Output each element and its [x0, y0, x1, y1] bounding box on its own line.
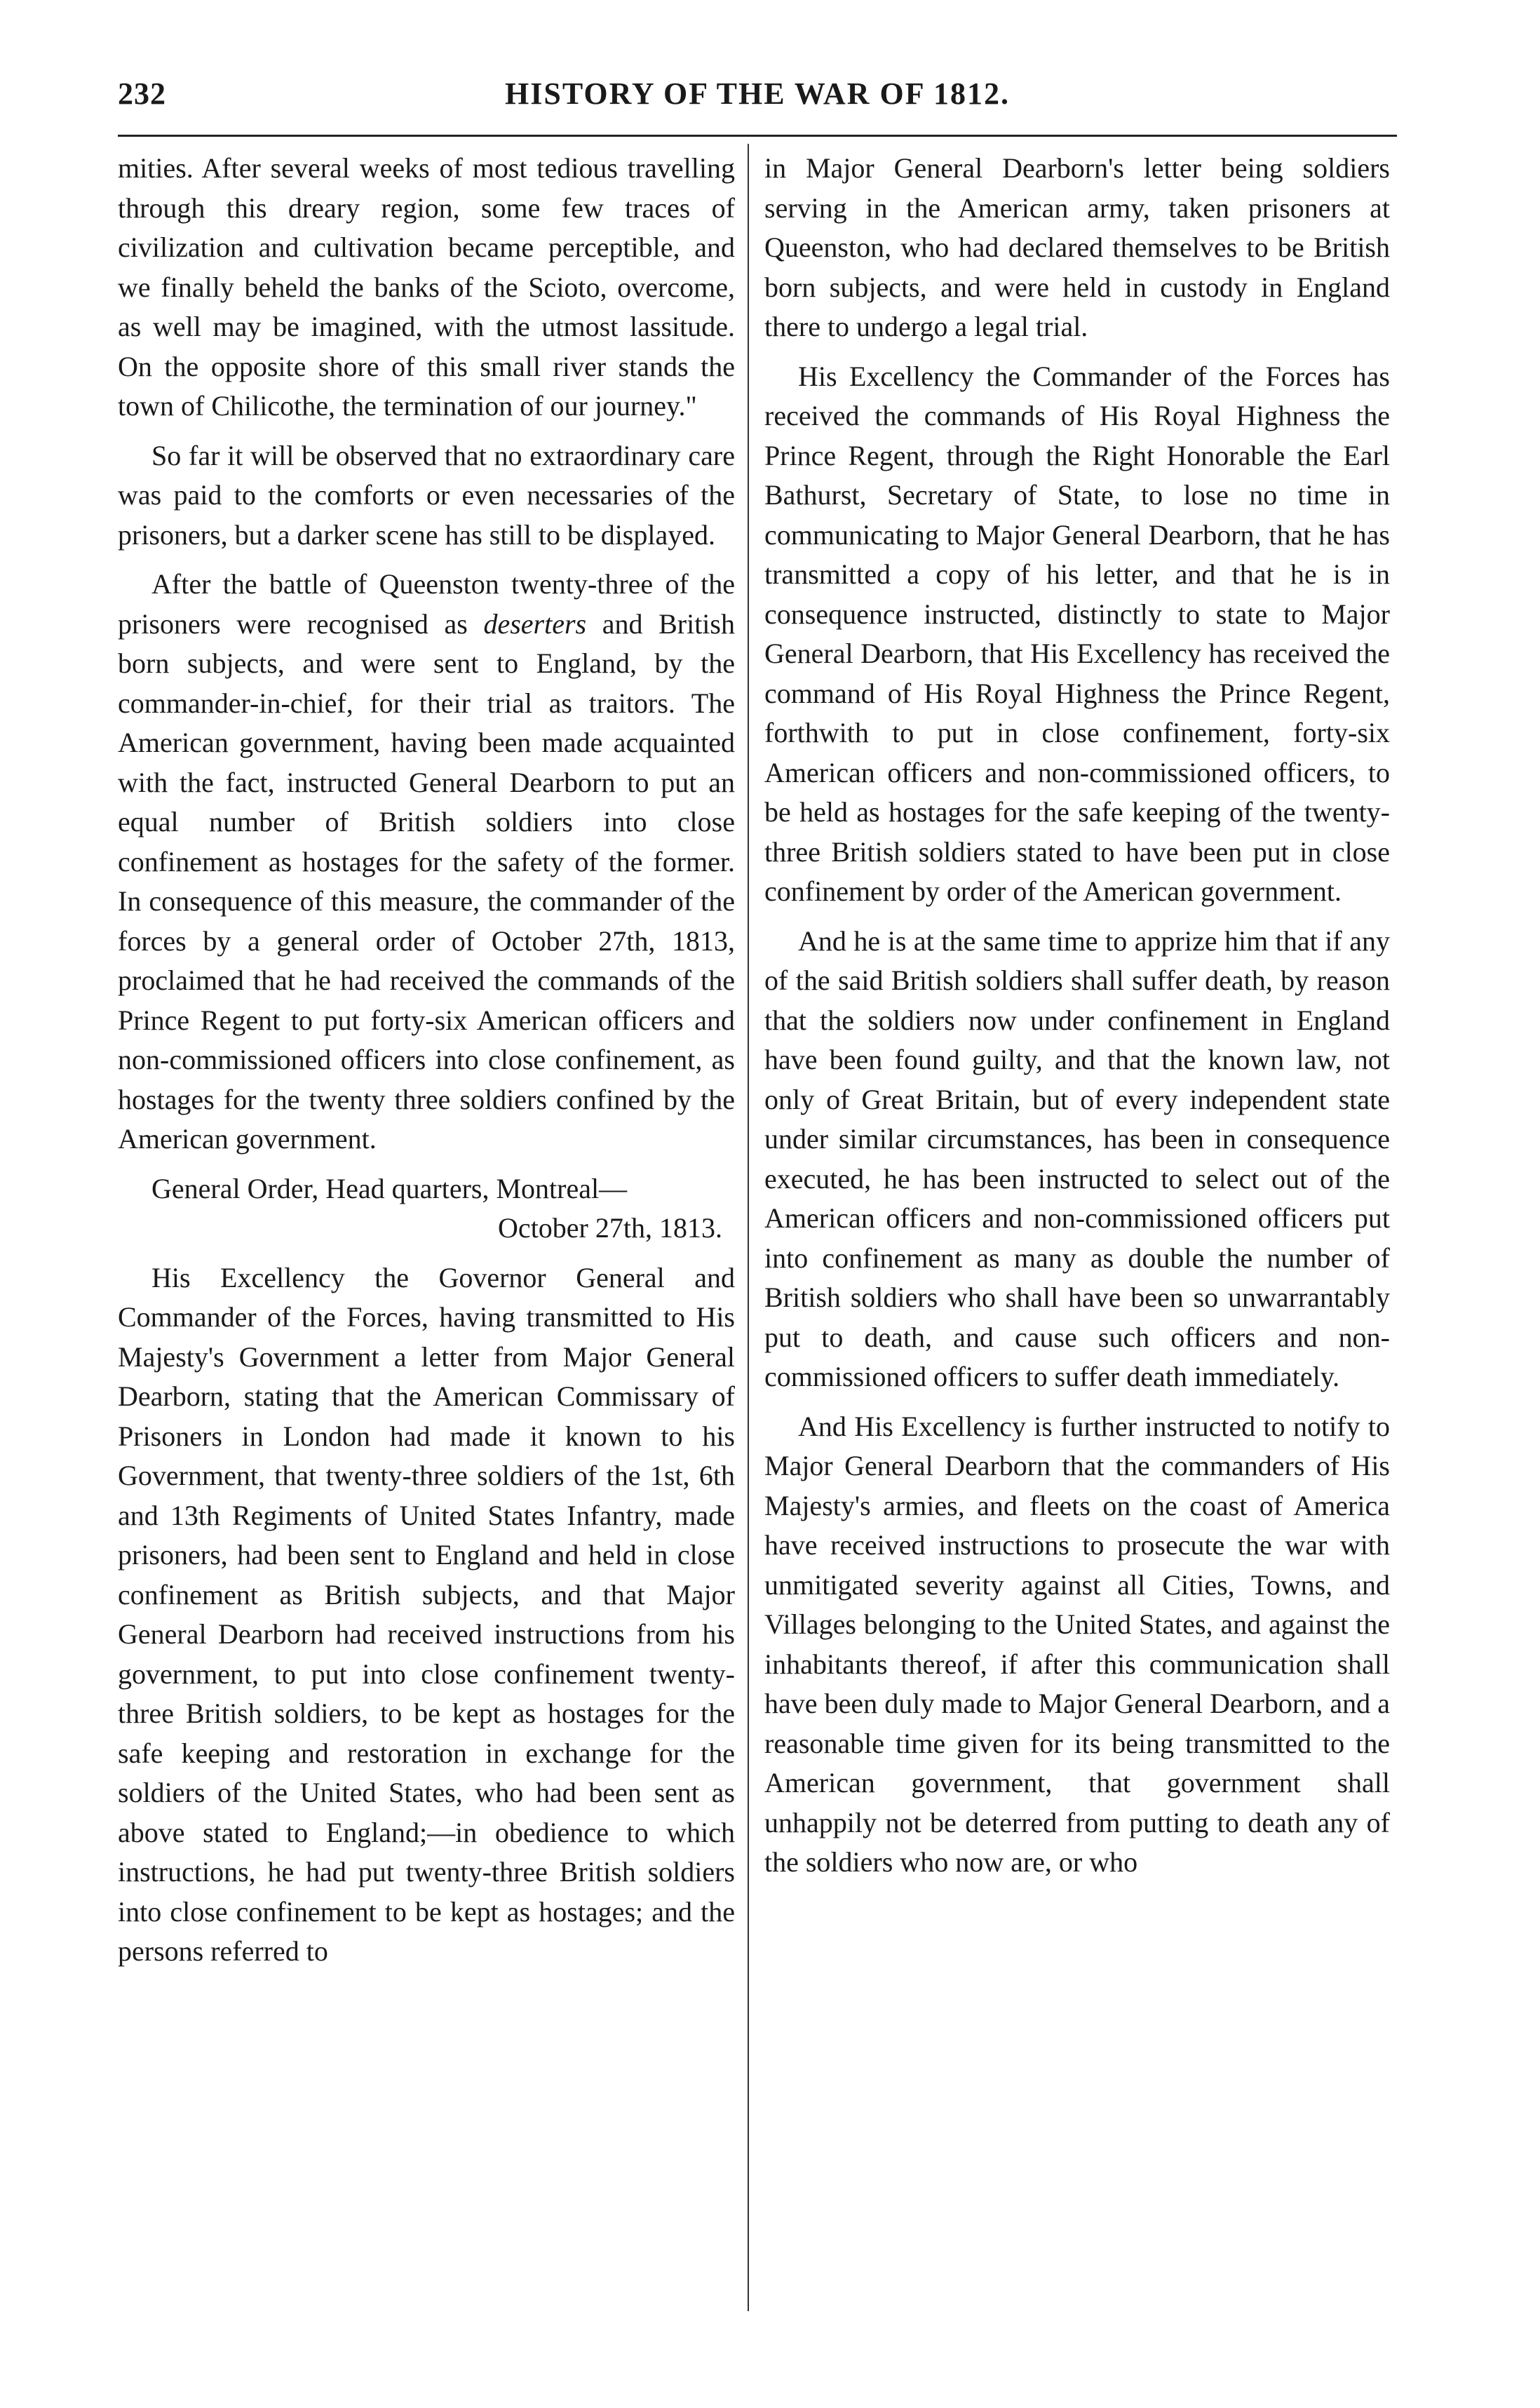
paragraph: His Excellency the Commander of the Forces has received the commands of His Royal Highness the Prince Regent, through the Right Honorable the Earl Bathurst, Secretary of State, to lose no time in communicating to Major General Dearborn, that he has transmitted a copy of his letter, and that he is in consequence instructed, distinctly to state to Major General Dearborn, that His Excellency has received the command of His Royal Highness the Prince Regent, forthwith to put in close confinement, forty-six American officers and non-commissioned officers, to be held as hostages for the safe keeping of the twenty-three British soldiers stated to have been put in close confinement by order of the American government. [764, 360, 1390, 907]
emphasis-deserters: deserters [483, 607, 587, 640]
paragraph [118, 565, 735, 1159]
general-order-heading: General Order, Head quarters, Montreal— [151, 1172, 628, 1204]
paragraph: And His Excellency is further instructed to notify to Major General Dearborn that the commanders of His Majesty's armies, and fleets on the coast of America have received instructions to prosecute the war with unmitigated severity against all Cities, Towns, and Villages belonging to the United States, and against the inhabitants thereof, if after this communication shall have been duly made to Major General Dearborn, and a reasonable time given for its being transmitted to the American government, that government shall unhappily not be deterred from putting to death any of the soldiers who now are, or who [764, 1410, 1390, 1878]
paragraph: So far it will be observed that no extraordinary care was paid to the comforts or even necessaries of the prisoners, but a darker scene has still to be displayed. [118, 439, 735, 551]
paragraph: His Excellency the Governor General and Commander of the Forces, having transmitted to His Majesty's Government a letter from Major General Dearborn, stating that the American Commissary of Prisoners in London had made it known to his Government, that twenty-three soldiers of the 1st, 6th and 13th Regiments of United States Infantry, made prisoners, had been sent to England and held in close confinement as British subjects, and that Major General Dearborn had received instructions from his government, to put into close confinement twenty-three British soldiers, to be kept as hostages for the safe keeping and restoration in exchange for the soldiers of the United States, who had been sent as above stated to England;—in obedience to which instructions, he had put twenty-three British soldiers into close confinement to be kept as hostages; and the persons referred to [118, 1261, 735, 1967]
paragraph: in Major General Dearborn's letter being soldiers serving in the American army, taken prisoners at Queenston, who had declared themselves to be British born subjects, and were held in custody in England there to undergo a legal trial. [764, 152, 1390, 342]
column-divider [748, 144, 749, 2311]
page-number: 232 [118, 76, 166, 111]
header-rule [118, 135, 1397, 137]
page-header [118, 73, 1397, 129]
text-run: After the battle of Queenston twenty-three of the prisoners were recognised as [118, 568, 735, 640]
paragraph: And he is at the same time to apprize him that if any of the said British soldiers shall suffer death, by reason that the soldiers now under confinement in England have been found guilty, and that the known law, not only of Great Britain, but of every independent state under similar circumstances, has been in consequence executed, he has been instructed to select out of the American officers and non-commissioned officers put into confinement as many as double the number of British soldiers who shall have been so unwarrantably put to death, and cause such officers and non-commissioned officers to suffer death immediately. [764, 924, 1390, 1392]
general-order-date: October 27th, 1813. [498, 1212, 722, 1244]
running-head: HISTORY OF THE WAR OF 1812. [505, 76, 1010, 111]
paragraph: mities. After several weeks of most tedious travelling through this dreary region, some few traces of civilization and cultivation became perceptible, and we finally beheld the banks of the Scioto, overcome, as well may be imagined, with the utmost lassitude. On the opposite shore of this small river stands the town of Chilicothe, the termination of our journey." [118, 152, 735, 422]
right-column [764, 149, 1390, 1883]
text-run: and British born subjects, and were sent to England, by the commander-in-chief, for their trial as traitors. The American government, having been made acquainted with the fact, instructed General Dearborn to put an equal number of British soldiers into close confinement as hostages for the safety of the former. In consequence of this measure, the commander of the forces by a general order of October 27th, 1813, proclaimed that he had received the commands of the Prince Regent to put forty-six American officers and non-commissioned officers into close confinement, as hostages for the twenty three soldiers confined by the American government. [118, 607, 735, 1155]
left-column [118, 149, 735, 1972]
